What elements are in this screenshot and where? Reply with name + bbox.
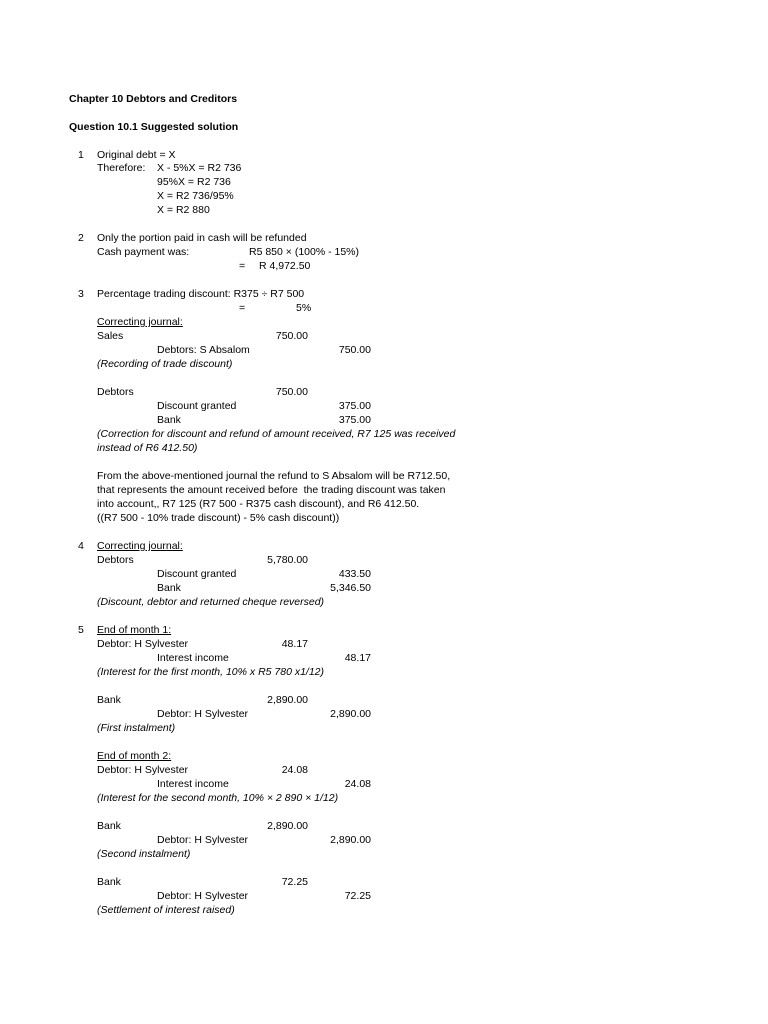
journal-debit-account: Bank bbox=[97, 694, 121, 706]
journal-narration: (First instalment) bbox=[97, 722, 176, 734]
q3-line: 5% bbox=[296, 302, 312, 314]
journal-debit-amount: 750.00 bbox=[275, 330, 308, 342]
item-number-4: 4 bbox=[78, 540, 84, 552]
journal-credit-amount: 48.17 bbox=[344, 652, 371, 664]
journal-credit-amount: 72.25 bbox=[344, 890, 371, 902]
journal-narration: (Settlement of interest raised) bbox=[97, 904, 235, 916]
journal-credit-amount: 2,890.00 bbox=[330, 834, 371, 846]
journal-debit-account: Debtors bbox=[97, 386, 134, 398]
journal-narration: (Discount, debtor and returned cheque reversed) bbox=[97, 596, 325, 608]
q1-line: Original debt = X bbox=[97, 149, 176, 161]
journal-credit-amount: 750.00 bbox=[338, 344, 371, 356]
item-number-3: 3 bbox=[78, 288, 84, 300]
journal-debit-amount: 2,890.00 bbox=[267, 694, 308, 706]
journal-narration: (Interest for the first month, 10% x R5 780 x1/12) bbox=[97, 666, 325, 678]
chapter-title: Chapter 10 Debtors and Creditors bbox=[69, 93, 238, 105]
item-number-1: 1 bbox=[78, 149, 84, 161]
journal-credit-account: Bank bbox=[157, 582, 181, 594]
journal-credit-account: Discount granted bbox=[157, 568, 237, 580]
journal-debit-amount: 24.08 bbox=[281, 764, 308, 776]
explanation-line: From the above-mentioned journal the refund to S Absalom will be R712.50, bbox=[97, 470, 451, 482]
item-number-2: 2 bbox=[78, 232, 84, 244]
q1-line: Therefore: bbox=[97, 162, 146, 174]
journal-debit-amount: 5,780.00 bbox=[267, 554, 308, 566]
journal-credit-account: Interest income bbox=[157, 778, 229, 790]
q1-line: X = R2 736/95% bbox=[157, 190, 234, 202]
q2-line: Cash payment was: bbox=[97, 246, 190, 258]
journal-credit-account: Debtor: H Sylvester bbox=[157, 890, 249, 902]
q2-line: R5 850 × (100% - 15%) bbox=[249, 246, 360, 258]
q3-line: = bbox=[239, 302, 246, 314]
journal-debit-account: Debtor: H Sylvester bbox=[97, 764, 189, 776]
journal-narration: (Interest for the second month, 10% × 2 890 × 1/12) bbox=[97, 792, 339, 804]
explanation-line: ((R7 500 - 10% trade discount) - 5% cash discount)) bbox=[97, 512, 340, 524]
month-heading: End of month 1: bbox=[97, 624, 172, 636]
journal-credit-account: Debtors: S Absalom bbox=[157, 344, 250, 356]
journal-credit-amount: 375.00 bbox=[338, 400, 371, 412]
journal-credit-amount: 375.00 bbox=[338, 414, 371, 426]
q2-line: = bbox=[239, 260, 246, 272]
journal-narration: (Second instalment) bbox=[97, 848, 191, 860]
q3-line: Percentage trading discount: R375 ÷ R7 500 bbox=[97, 288, 305, 300]
journal-debit-account: Debtors bbox=[97, 554, 134, 566]
journal-debit-account: Sales bbox=[97, 330, 124, 342]
journal-narration: instead of R6 412.50) bbox=[97, 442, 198, 454]
q2-line: R 4,972.50 bbox=[259, 260, 311, 272]
explanation-line: into account,, R7 125 (R7 500 - R375 cash discount), and R6 412.50. bbox=[97, 498, 420, 510]
correcting-journal-heading: Correcting journal: bbox=[97, 316, 183, 328]
month-heading: End of month 2: bbox=[97, 750, 172, 762]
q2-line: Only the portion paid in cash will be refunded bbox=[97, 232, 307, 244]
journal-debit-amount: 48.17 bbox=[281, 638, 308, 650]
journal-credit-account: Discount granted bbox=[157, 400, 237, 412]
journal-narration: (Recording of trade discount) bbox=[97, 358, 233, 370]
journal-debit-account: Bank bbox=[97, 820, 121, 832]
journal-credit-account: Bank bbox=[157, 414, 181, 426]
journal-credit-amount: 2,890.00 bbox=[330, 708, 371, 720]
correcting-journal-heading: Correcting journal: bbox=[97, 540, 183, 552]
question-title: Question 10.1 Suggested solution bbox=[69, 121, 239, 133]
journal-credit-amount: 5,346.50 bbox=[330, 582, 371, 594]
journal-debit-amount: 2,890.00 bbox=[267, 820, 308, 832]
journal-narration: (Correction for discount and refund of amount received, R7 125 was received bbox=[97, 428, 456, 440]
journal-debit-account: Bank bbox=[97, 876, 121, 888]
item-number-5: 5 bbox=[78, 624, 84, 636]
journal-debit-amount: 750.00 bbox=[275, 386, 308, 398]
journal-debit-amount: 72.25 bbox=[281, 876, 308, 888]
journal-credit-amount: 433.50 bbox=[338, 568, 371, 580]
journal-debit-account: Debtor: H Sylvester bbox=[97, 638, 189, 650]
journal-credit-account: Interest income bbox=[157, 652, 229, 664]
journal-credit-account: Debtor: H Sylvester bbox=[157, 708, 249, 720]
journal-credit-amount: 24.08 bbox=[344, 778, 371, 790]
explanation-line: that represents the amount received before the trading discount was taken bbox=[97, 484, 446, 496]
q1-line: X = R2 880 bbox=[157, 204, 210, 216]
journal-credit-account: Debtor: H Sylvester bbox=[157, 834, 249, 846]
q1-line: X - 5%X = R2 736 bbox=[157, 162, 242, 174]
q1-line: 95%X = R2 736 bbox=[157, 176, 231, 188]
